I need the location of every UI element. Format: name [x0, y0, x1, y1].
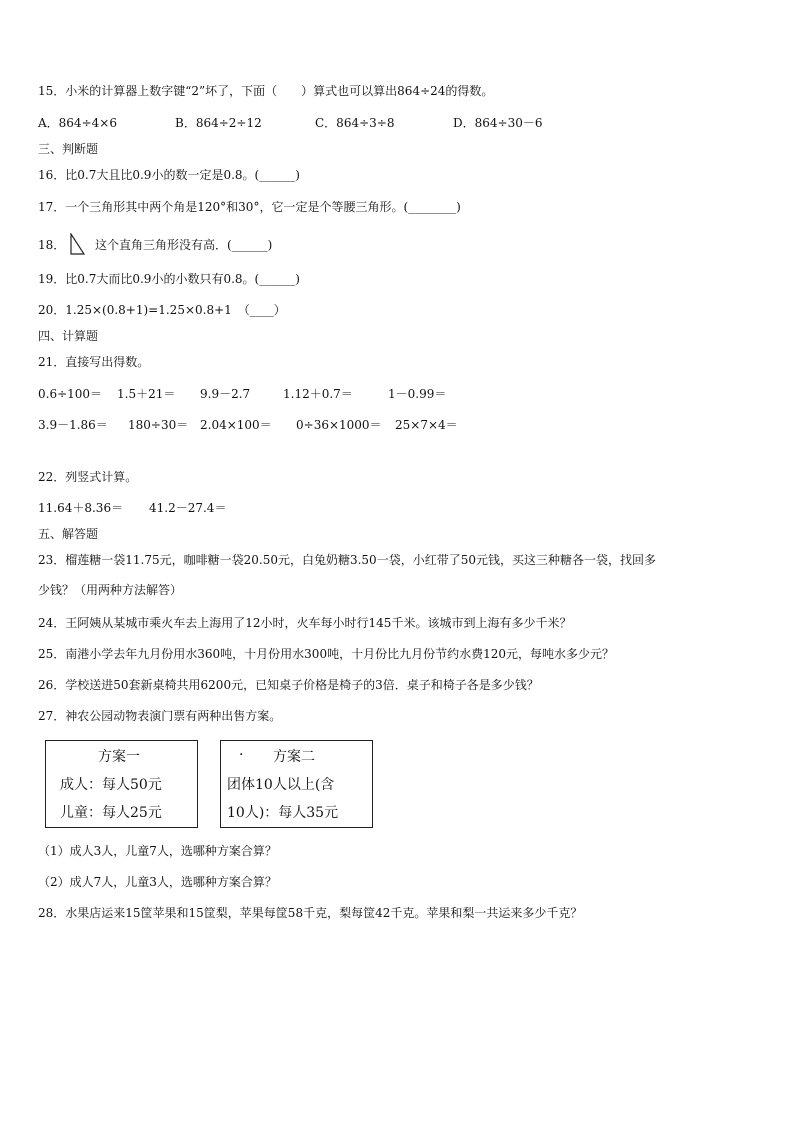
question-24: 24．王阿姨从某城市乘火车去上海用了12小时，火车每小时行145千米。该城市到上海有多少千米？	[38, 616, 572, 630]
question-18	[38, 233, 272, 255]
question-27-sub-2: （2）成人7人，儿童3人，选哪种方案合算？	[38, 875, 277, 889]
vertical-calc-item: 11.64＋8.36＝	[38, 501, 124, 515]
question-22-title: 22．列竖式计算。	[38, 470, 138, 484]
question-16: 16．比0.7大且比0.9小的数一定是0.8。(______)	[38, 168, 300, 182]
section-heading-judgment: 三、判断题	[38, 142, 99, 156]
option-b: B．864÷2÷12	[175, 116, 262, 130]
calc-item: 1.5＋21＝	[117, 387, 176, 401]
right-triangle-icon	[69, 233, 85, 255]
question-21-title: 21．直接写出得数。	[38, 355, 150, 369]
question-18-text: 这个直角三角形没有高．(______)	[94, 238, 273, 252]
question-27-title: 27．神农公园动物表演门票有两种出售方案。	[38, 709, 282, 723]
question-28: 28．水果店运来15筐苹果和15筐梨，苹果每筐58千克，梨每筐42千克。苹果和梨一共运来多少千克？	[38, 906, 583, 920]
question-27-sub-1: （1）成人3人，儿童7人，选哪种方案合算？	[38, 844, 277, 858]
vertical-calc-item: 41.2－27.4＝	[149, 501, 227, 515]
question-19: 19．比0.7大而比0.9小的小数只有0.8。(______)	[38, 272, 300, 286]
plan-one-box	[45, 740, 198, 828]
option-a: A．864÷4×6	[38, 116, 117, 130]
question-23-line-1: 23．榴莲糖一袋11.75元，咖啡糖一袋20.50元，白兔奶糖3.50一袋，小红带了50元钱，买这三种糖各一袋，找回多	[38, 553, 656, 567]
option-c: C．864÷3÷8	[315, 116, 395, 130]
calc-item: 9.9－2.7	[200, 387, 251, 401]
question-26: 26．学校送进50套新桌椅共用6200元，已知桌子价格是椅子的3倍．桌子和椅子各是多少钱？	[38, 678, 539, 692]
plan-two-dot: ·	[239, 747, 244, 763]
question-23-line-2: 少钱？（用两种方法解答）	[38, 583, 183, 597]
calc-item: 0÷36×1000＝	[296, 418, 382, 432]
calc-item: 25×7×4＝	[395, 418, 458, 432]
plan-two-title: 方案二	[273, 749, 315, 765]
option-d: D．864÷30－6	[453, 116, 543, 130]
plan-one-child: 儿童：每人25元	[60, 805, 162, 821]
calc-item: 2.04×100＝	[200, 418, 272, 432]
calc-item: 180÷30＝	[128, 418, 189, 432]
plan-two-box	[220, 740, 373, 828]
calc-item: 1.12＋0.7＝	[283, 387, 353, 401]
calc-item: 0.6÷100＝	[38, 387, 103, 401]
plan-one-adult: 成人：每人50元	[60, 777, 162, 793]
calc-item: 1－0.99＝	[388, 387, 447, 401]
section-heading-word-problems: 五、解答题	[38, 527, 99, 541]
question-17: 17．一个三角形其中两个角是120°和30°，它一定是个等腰三角形。(________)	[38, 200, 461, 214]
section-heading-calculation: 四、计算题	[38, 329, 99, 343]
question-15-text: 15．小米的计算器上数字键“2”坏了，下面（ ）算式也可以算出864÷24的得数。	[38, 84, 494, 98]
question-20: 20．1.25×(0.8+1)=1.25×0.8+1 （____）	[38, 303, 286, 317]
plan-two-line-1: 团体10人以上(含	[227, 777, 335, 793]
question-25: 25．南港小学去年九月份用水360吨，十月份用水300吨，十月份比九月份节约水费120元，每吨水多少元？	[38, 647, 614, 661]
calc-item: 3.9－1.86＝	[38, 418, 108, 432]
plan-two-line-2: 10人)：每人35元	[227, 805, 339, 821]
question-18-number: 18．	[38, 238, 66, 252]
plan-one-title: 方案一	[98, 749, 140, 765]
